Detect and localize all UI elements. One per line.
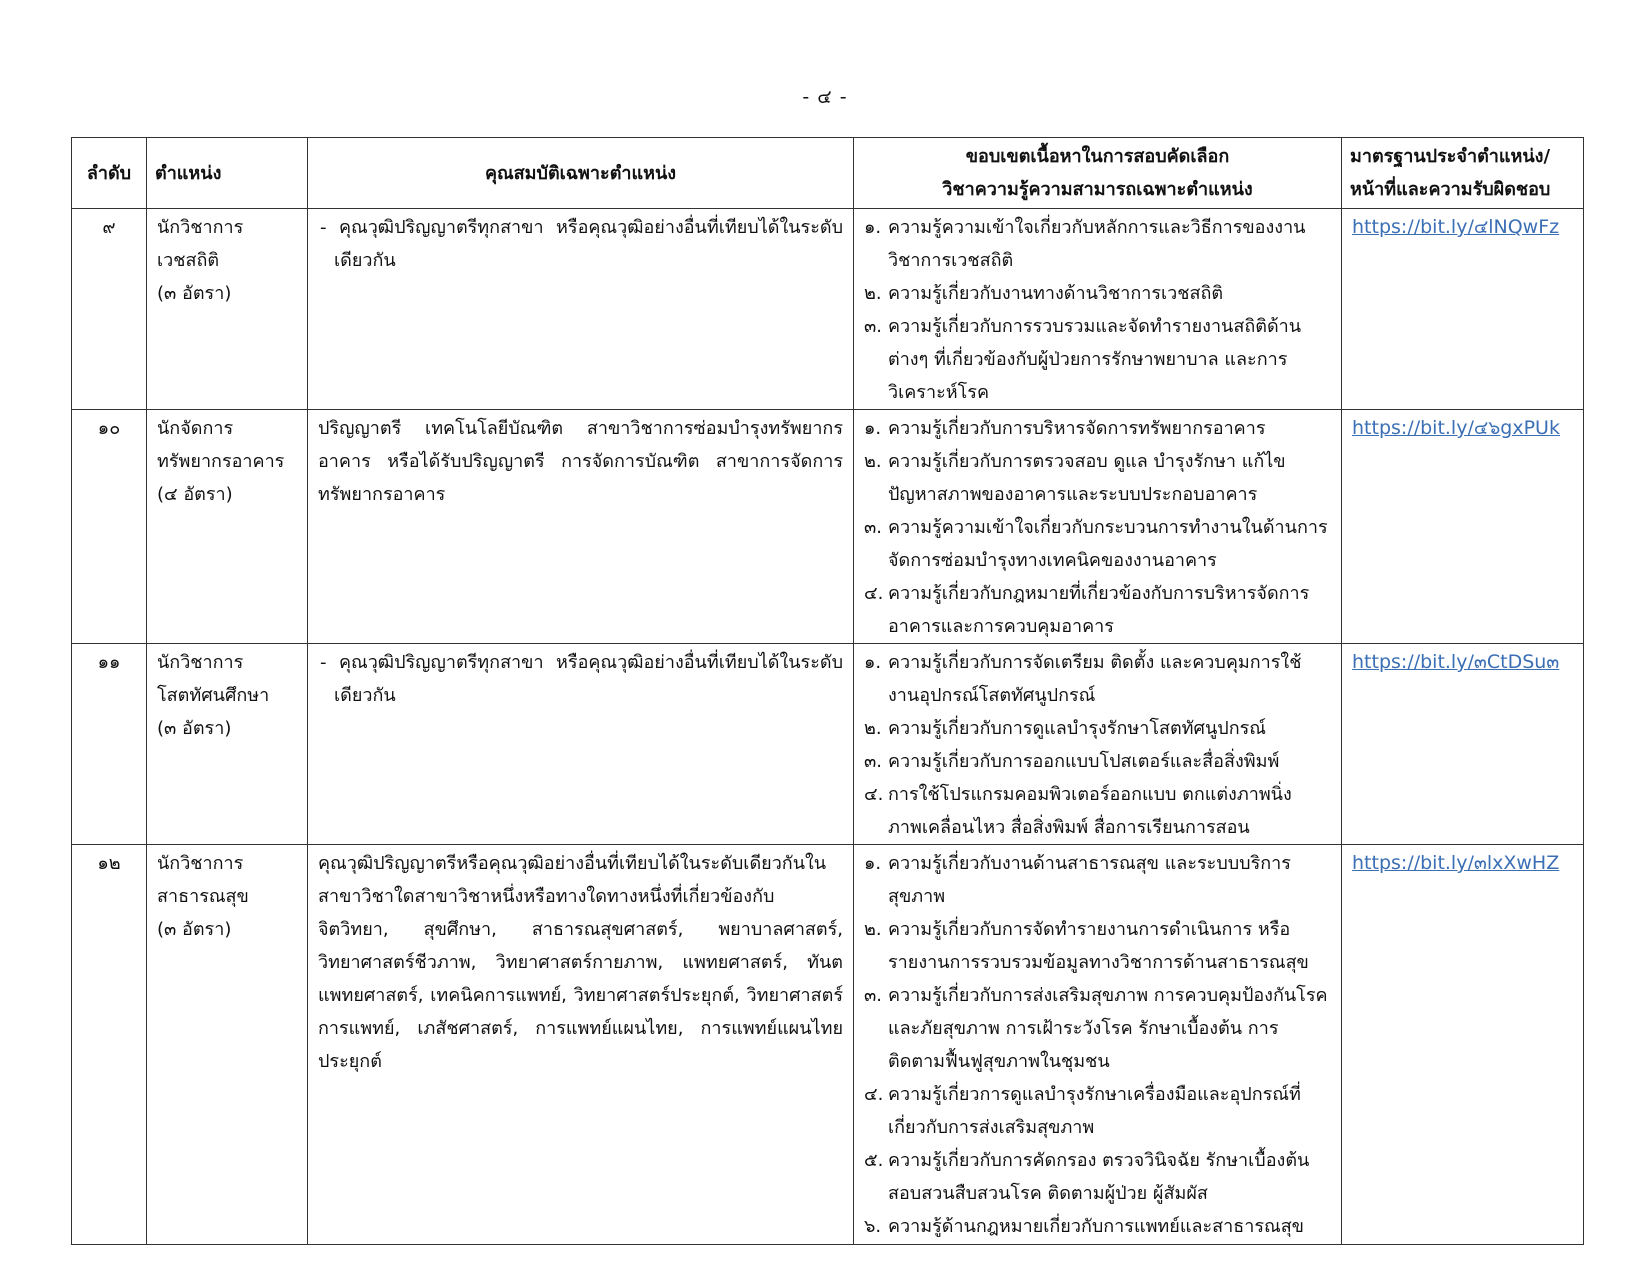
standard-link[interactable]: https://bit.ly/๓lxXwHZ: [1352, 852, 1560, 874]
position-count: (๓ อัตรา): [157, 919, 232, 940]
row-position: [147, 845, 308, 1245]
position-line: ทรัพยากรอาคาร: [157, 451, 285, 472]
standard-link[interactable]: https://bit.ly/๔lNQwFz: [1352, 216, 1560, 238]
position-count: (๓ อัตรา): [157, 718, 232, 739]
position-line: สาธารณสุข: [157, 886, 249, 907]
row-qualification: คุณวุฒิปริญญาตรีหรือคุณวุฒิอย่างอื่นที่เทียบได้ในระดับเดียวกันในสาขาวิชาใดสาขาวิชาหนึ่งหรือทางใดทางหนึ่งที่เกี่ยวข้องกับ จิตวิทยา, สุขศึกษา, สาธารณสุขศาสตร์, พยาบาลศาสตร์, วิทยาศาสตร์ชีวภาพ, วิทยาศาสตร์กายภาพ, แพทยศาสตร์, ทันตแพทยศาสตร์, เทคนิคการแพทย์, วิทยาศาสตร์ประยุกต์, วิทยาศาสตร์การแพทย์, เภสัชศาสตร์, การแพทย์แผนไทย, การแพทย์แผนไทยประยุกต์: [308, 845, 854, 1245]
scope-item: ๓. ความรู้เกี่ยวกับการส่งเสริมสุขภาพ การควบคุมป้องกันโรคและภัยสุขภาพ การเฝ้าระวังโรค รักษาเบื้องต้น การติดตามฟื้นฟูสุขภาพในชุมชน: [864, 985, 1328, 1072]
position-table: [71, 137, 1584, 1245]
table-row: [72, 845, 1584, 1245]
row-scope: [854, 845, 1342, 1245]
position-line: นักจัดการ: [157, 418, 234, 439]
standard-link[interactable]: https://bit.ly/๓CtDSu๓: [1352, 651, 1560, 673]
row-standard: [1342, 845, 1584, 1245]
header-qualification: คุณสมบัติเฉพาะตำแหน่ง: [308, 138, 854, 209]
row-position: [147, 644, 308, 845]
row-seq: ๙: [72, 209, 147, 410]
table-header-row: [72, 138, 1584, 209]
header-scope: [854, 138, 1342, 209]
scope-item: ๔. ความรู้เกี่ยวกับกฎหมายที่เกี่ยวข้องกับการบริหารจัดการอาคารและการควบคุมอาคาร: [864, 583, 1310, 637]
row-position: [147, 209, 308, 410]
row-standard: [1342, 209, 1584, 410]
scope-item: ๒. ความรู้เกี่ยวกับการตรวจสอบ ดูแล บำรุงรักษา แก้ไขปัญหาสภาพของอาคารและระบบประกอบอาคาร: [864, 451, 1286, 505]
scope-item: ๑. ความรู้เกี่ยวกับงานด้านสาธารณสุข และระบบบริการสุขภาพ: [864, 853, 1291, 907]
scope-item: ๓. ความรู้เกี่ยวกับการรวบรวมและจัดทำรายงานสถิติด้านต่างๆ ที่เกี่ยวข้องกับผู้ป่วยการรักษาพยาบาล และการวิเคราะห์โรค: [864, 316, 1302, 403]
row-qualification: - คุณวุฒิปริญญาตรีทุกสาขา หรือคุณวุฒิอย่างอื่นที่เทียบได้ในระดับเดียวกัน: [308, 644, 854, 845]
row-qualification: ปริญญาตรี เทคโนโลยีบัณฑิต สาขาวิชาการซ่อมบำรุงทรัพยากรอาคาร หรือได้รับปริญญาตรี การจัดการบัณฑิต สาขาการจัดการทรัพยากรอาคาร: [308, 410, 854, 644]
row-seq: ๑๑: [72, 644, 147, 845]
header-scope-line2: วิชาความรู้ความสามารถเฉพาะตำแหน่ง: [942, 179, 1253, 200]
page-number: - ๔ -: [802, 86, 848, 108]
header-standard: [1342, 138, 1584, 209]
header-scope-line1: ขอบเขตเนื้อหาในการสอบคัดเลือก: [965, 146, 1230, 167]
table-row: [72, 410, 1584, 644]
header-position: ตำแหน่ง: [147, 138, 308, 209]
scope-item: ๒. ความรู้เกี่ยวกับการจัดทำรายงานการดำเนินการ หรือรายงานการรวบรวมข้อมูลทางวิชาการด้านสาธารณสุข: [864, 919, 1309, 973]
row-scope: [854, 410, 1342, 644]
position-line: นักวิชาการ: [157, 652, 244, 673]
scope-item: ๔. การใช้โปรแกรมคอมพิวเตอร์ออกแบบ ตกแต่งภาพนิ่ง ภาพเคลื่อนไหว สื่อสิ่งพิมพ์ สื่อการเรียนการสอน: [864, 784, 1292, 838]
row-seq: ๑๒: [72, 845, 147, 1245]
scope-item: ๑. ความรู้เกี่ยวกับการจัดเตรียม ติดตั้ง และควบคุมการใช้งานอุปกรณ์โสตทัศนูปกรณ์: [864, 652, 1302, 706]
position-line: นักวิชาการ: [157, 217, 244, 238]
row-qualification: - คุณวุฒิปริญญาตรีทุกสาขา หรือคุณวุฒิอย่างอื่นที่เทียบได้ในระดับเดียวกัน: [308, 209, 854, 410]
scope-item: ๓. ความรู้ความเข้าใจเกี่ยวกับกระบวนการทำงานในด้านการจัดการซ่อมบำรุงทางเทคนิคของงานอาคาร: [864, 517, 1328, 571]
position-line: เวชสถิติ: [157, 250, 220, 271]
table-row: [72, 209, 1584, 410]
row-seq: ๑๐: [72, 410, 147, 644]
header-standard-line2: หน้าที่และความรับผิดชอบ: [1350, 179, 1551, 200]
scope-item: ๑. ความรู้ความเข้าใจเกี่ยวกับหลักการและวิธีการของงานวิชาการเวชสถิติ: [864, 217, 1306, 271]
scope-item: ๓. ความรู้เกี่ยวกับการออกแบบโปสเตอร์และสื่อสิ่งพิมพ์: [864, 751, 1280, 772]
header-seq: ลำดับ: [72, 138, 147, 209]
row-standard: [1342, 644, 1584, 845]
scope-item: ๑. ความรู้เกี่ยวกับการบริหารจัดการทรัพยากรอาคาร: [864, 418, 1266, 439]
position-line: นักวิชาการ: [157, 853, 244, 874]
scope-item: ๒. ความรู้เกี่ยวกับการดูแลบำรุงรักษาโสตทัศนูปกรณ์: [864, 718, 1266, 739]
position-count: (๔ อัตรา): [157, 484, 233, 505]
table-row: [72, 644, 1584, 845]
scope-item: ๕. ความรู้เกี่ยวกับการคัดกรอง ตรวจวินิจฉัย รักษาเบื้องต้น สอบสวนสืบสวนโรค ติดตามผู้ป่วย ผู้สัมผัส: [864, 1150, 1310, 1204]
standard-link[interactable]: https://bit.ly/๔๖gxPUk: [1352, 417, 1560, 439]
scope-item: ๒. ความรู้เกี่ยวกับงานทางด้านวิชาการเวชสถิติ: [864, 283, 1224, 304]
position-line: โสตทัศนศึกษา: [157, 685, 270, 706]
row-position: [147, 410, 308, 644]
header-standard-line1: มาตรฐานประจำตำแหน่ง/: [1350, 146, 1551, 167]
row-scope: [854, 644, 1342, 845]
scope-item: ๔. ความรู้เกี่ยวการดูแลบำรุงรักษาเครื่องมือและอุปกรณ์ที่เกี่ยวกับการส่งเสริมสุขภาพ: [864, 1084, 1301, 1138]
scope-item: ๖. ความรู้ด้านกฎหมายเกี่ยวกับการแพทย์และสาธารณสุข: [864, 1216, 1304, 1237]
row-scope: [854, 209, 1342, 410]
position-count: (๓ อัตรา): [157, 283, 232, 304]
row-standard: [1342, 410, 1584, 644]
